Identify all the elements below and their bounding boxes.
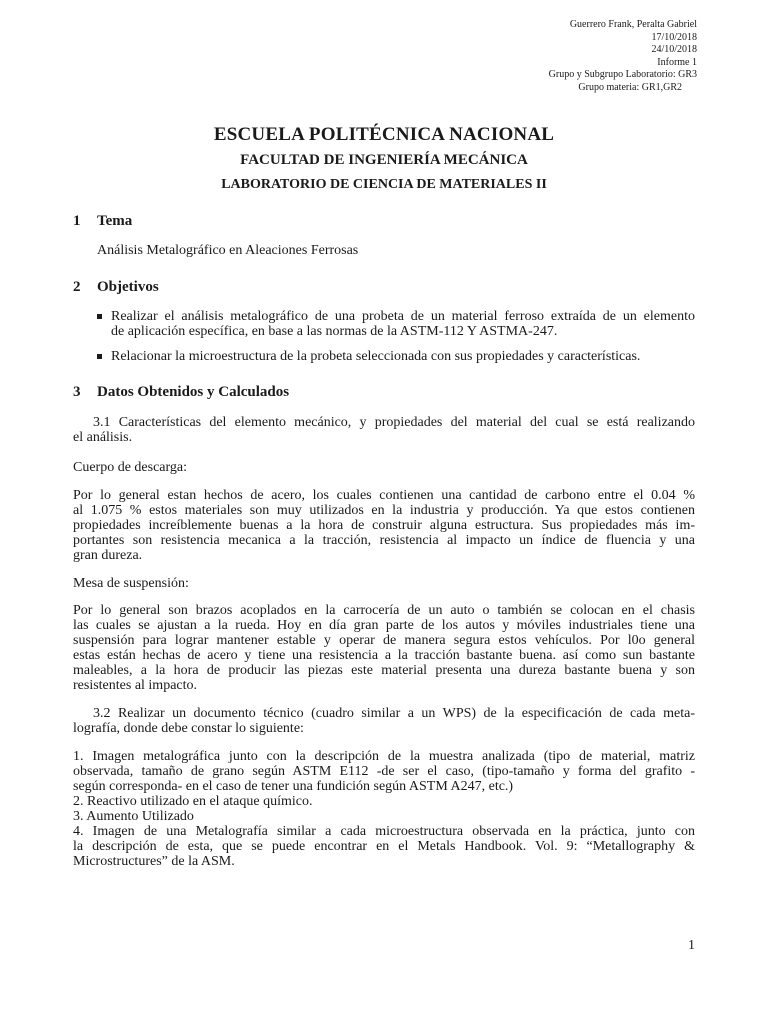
header-course-group: Grupo materia: GR1,GR2 [578,81,682,93]
section-3-heading [73,384,289,401]
school-title: ESCUELA POLITÉCNICA NACIONAL [213,124,555,145]
page-number: 1 [688,938,695,953]
header-date-2: 24/10/2018 [651,44,697,56]
section-title: Datos Obtenidos y Calculados [97,384,290,400]
section-number: 3 [73,384,81,400]
running-header [397,19,697,95]
requirements-list: 1. Imagen metalográfica junto con la descripción de la muestra analizada (tipo de material, matriz observada, tamaño de grano según ASTM E112 -de ser el caso, (tipo-tamaño y forma del grafito - según corresponda- en el caso de tener una fundición según ASTM A247, etc.) 2. Reactivo utilizado en el ataque químico. 3. Aumento Utilizado 4. Imagen de una Metalografía similar a cada microestructura observada en la práctica, junto con la descripción de esta, que se puede encontrar en el Metals Handbook. Vol. 9: “Metallography & Microstructures” de la ASM. [73,749,695,869]
section-title: Tema [97,213,133,229]
list-item: Relacionar la microestructura de la probeta seleccionada con sus propiedades y características. [97,349,695,364]
list-item: Realizar el análisis metalográfico de una probeta de un material ferroso extraída de un elemento de aplicación específica, en base a las normas de la ASTM-112 Y ASTMA-247. [97,309,695,339]
label-cuerpo-descarga: Cuerpo de descarga: [73,460,188,475]
paragraph-cuerpo-descarga: Por lo general estan hechos de acero, los cuales contienen una cantidad de carbono entre el 0.04 % al 1.075 % estos materiales son muy utilizados en la industria y producción. Ya que estos contienen propiedades increíblemente buenas a la hora de construir alguna estructura. Sus propiedades más im- portantes son resistencia mecanica a la tracción, resistencia al impacto un índice de fluencia y una gran dureza. [73,488,695,563]
bullet-icon [97,314,102,319]
section-1-heading [73,213,132,230]
bullet-icon [97,354,102,359]
section-number: 1 [73,213,81,229]
header-date-1: 17/10/2018 [651,31,697,43]
header-authors: Guerrero Frank, Peralta Gabriel [569,19,697,30]
paragraph-3-2: 3.2 Realizar un documento técnico (cuadro similar a un WPS) de la especificación de cada meta- lografía, donde debe constar lo siguiente: [73,706,695,736]
label-mesa-suspension: Mesa de suspensión: [73,576,189,591]
section-number: 2 [73,279,81,295]
paragraph-mesa-suspension: Por lo general son brazos acoplados en la carrocería de un auto o también se colocan en el chasis las cuales se ajustan a la rueda. Hoy en día gran parte de los autos y móviles industriales tiene una suspensión para lograr mantener estable y operar de manera segura estos vehículos. Por l0o general estas están hechas de acero y tiene una resistencia a la tracción bastante buena. así como sun bastante maleables, a la hora de producir las piezas este material presenta una dureza bastante buena y son resistentes al impacto. [73,603,695,693]
section-title: Objetivos [97,279,159,295]
paragraph-3-1: 3.1 Características del elemento mecánico, y propiedades del material del cual se está realizando el análisis. [73,415,695,445]
lab-title: LABORATORIO DE CIENCIA DE MATERIALES II [221,177,547,192]
tema-text: Análisis Metalográfico en Aleaciones Ferrosas [97,243,359,258]
header-lab-group: Grupo y Subgrupo Laboratorio: GR3 [548,69,697,81]
faculty-title: FACULTAD DE INGENIERÍA MECÁNICA [240,152,528,168]
objectives-list-2 [97,349,695,364]
header-report: Informe 1 [657,56,697,68]
section-2-heading [73,279,159,296]
objectives-list [97,309,695,339]
